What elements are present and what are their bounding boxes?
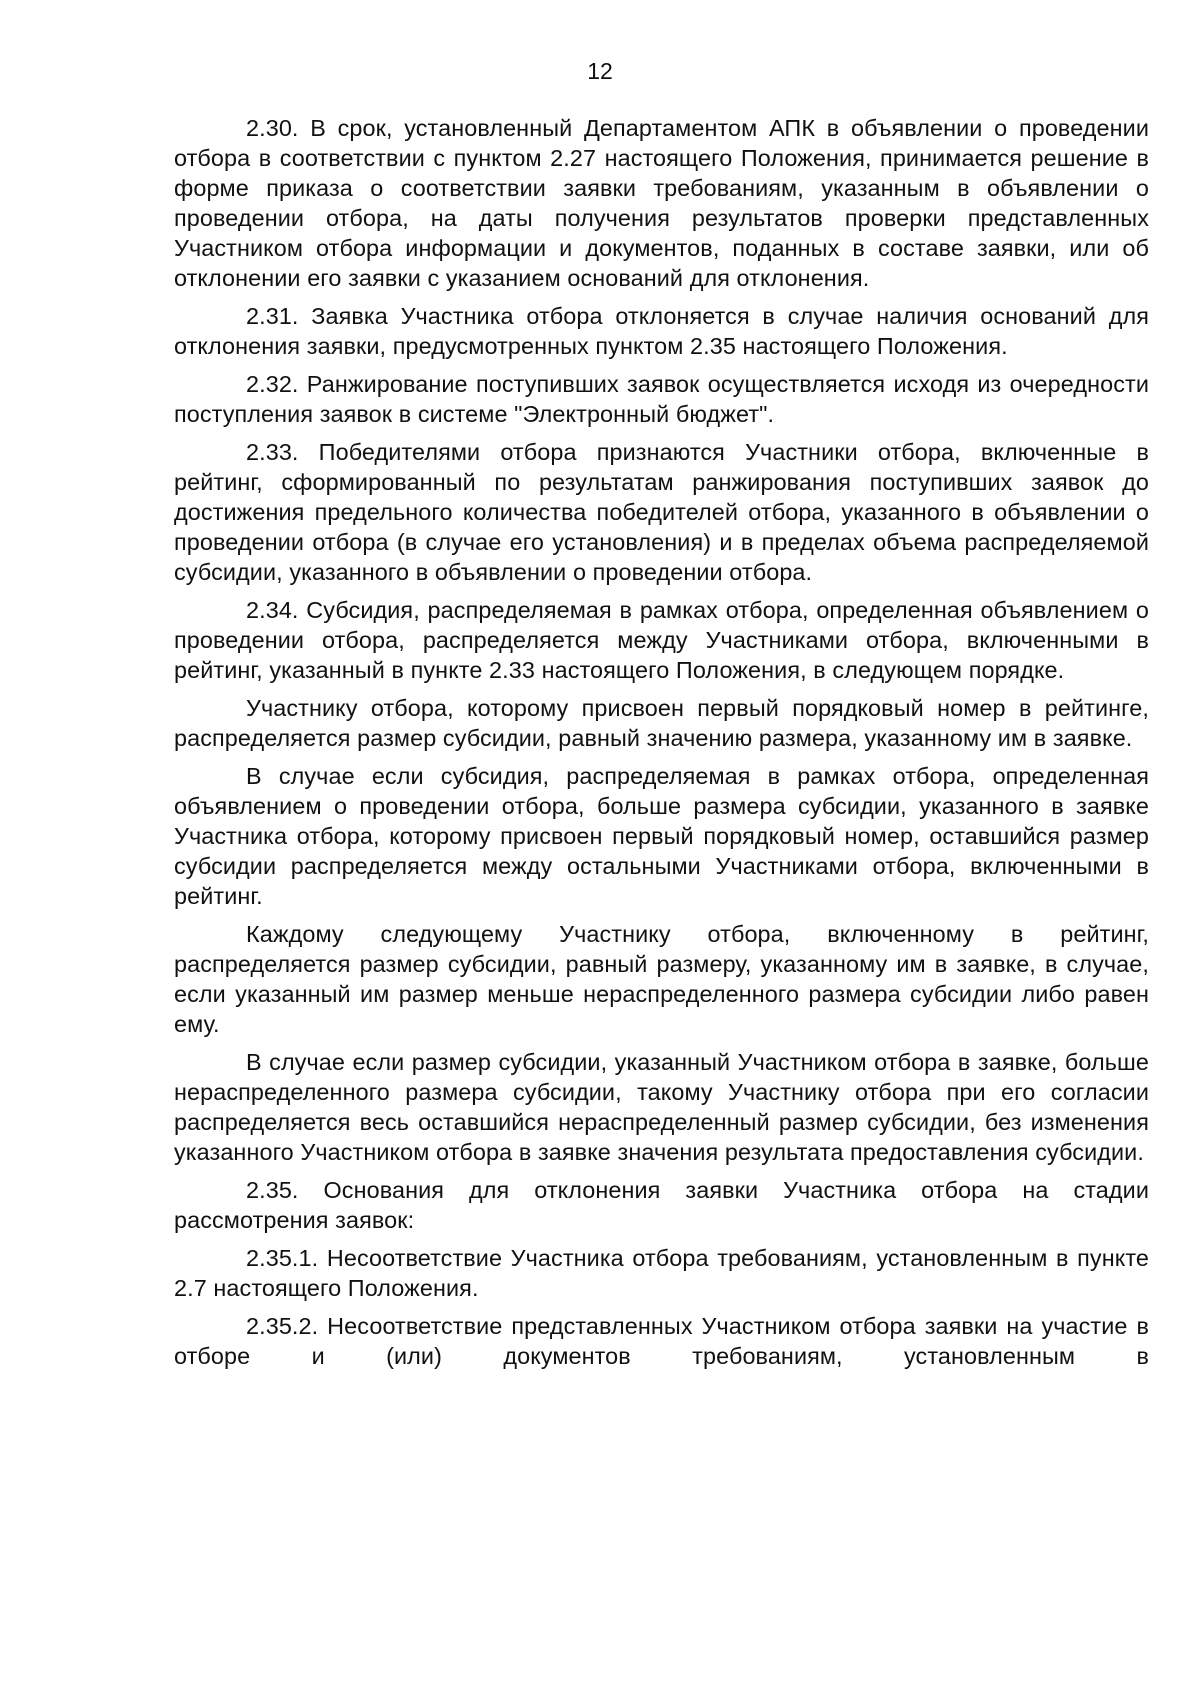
document-body bbox=[174, 113, 1149, 1379]
paragraph-first-participant: Участнику отбора, которому присвоен первый порядковый номер в рейтинге, распределяется размер субсидии, равный значению размера, указанному им в заявке. bbox=[174, 695, 1149, 751]
paragraph-2-35: 2.35. Основания для отклонения заявки Участника отбора на стадии рассмотрения заявок: bbox=[174, 1177, 1149, 1233]
paragraph-exceeding-amount: В случае если размер субсидии, указанный Участником отбора в заявке, больше нераспределенного размера субсидии, такому Участнику отбора при его согласии распределяется весь оставшийся нераспределенный размер субсидии, без изменения указанного Участником отбора в заявке значения результата предоставления субсидии. bbox=[174, 1049, 1149, 1165]
paragraph-remaining-subsidy: В случае если субсидия, распределяемая в рамках отбора, определенная объявлением о проведении отбора, больше размера субсидии, указанного в заявке Участника отбора, которому присвоен первый порядковый номер, оставшийся размер субсидии распределяется между остальными Участниками отбора, включенными в рейтинг. bbox=[174, 763, 1149, 909]
paragraph-2-33: 2.33. Победителями отбора признаются Участники отбора, включенные в рейтинг, сформированный по результатам ранжирования поступивших заявок до достижения предельного количества победителей отбора, указанного в объявлении о проведении отбора (в случае его установления) и в пределах объема распределяемой субсидии, указанного в объявлении о проведении отбора. bbox=[174, 439, 1149, 585]
paragraph-2-32: 2.32. Ранжирование поступивших заявок осуществляется исходя из очередности поступления заявок в системе "Электронный бюджет". bbox=[174, 371, 1149, 427]
paragraph-2-35-2: 2.35.2. Несоответствие представленных Участником отбора заявки на участие в отборе и (или) документов требованиям, установленным в bbox=[174, 1313, 1149, 1369]
paragraph-2-31: 2.31. Заявка Участника отбора отклоняется в случае наличия оснований для отклонения заявки, предусмотренных пунктом 2.35 настоящего Положения. bbox=[174, 303, 1149, 359]
paragraph-2-35-1: 2.35.1. Несоответствие Участника отбора требованиям, установленным в пункте 2.7 настоящего Положения. bbox=[174, 1245, 1149, 1301]
page-number: 12 bbox=[587, 58, 613, 84]
paragraph-2-30: 2.30. В срок, установленный Департаментом АПК в объявлении о проведении отбора в соответствии с пунктом 2.27 настоящего Положения, принимается решение в форме приказа о соответствии заявки требованиям, указанным в объявлении о проведении отбора, на даты получения результатов проверки представленных Участником отбора информации и документов, поданных в составе заявки, или об отклонении его заявки с указанием оснований для отклонения. bbox=[174, 115, 1149, 291]
paragraph-2-34: 2.34. Субсидия, распределяемая в рамках отбора, определенная объявлением о проведении отбора, распределяется между Участниками отбора, включенными в рейтинг, указанный в пункте 2.33 настоящего Положения, в следующем порядке. bbox=[174, 597, 1149, 683]
paragraph-each-next-participant: Каждому следующему Участнику отбора, включенному в рейтинг, распределяется размер субсидии, равный размеру, указанному им в заявке, в случае, если указанный им размер меньше нераспределенного размера субсидии либо равен ему. bbox=[174, 921, 1149, 1037]
